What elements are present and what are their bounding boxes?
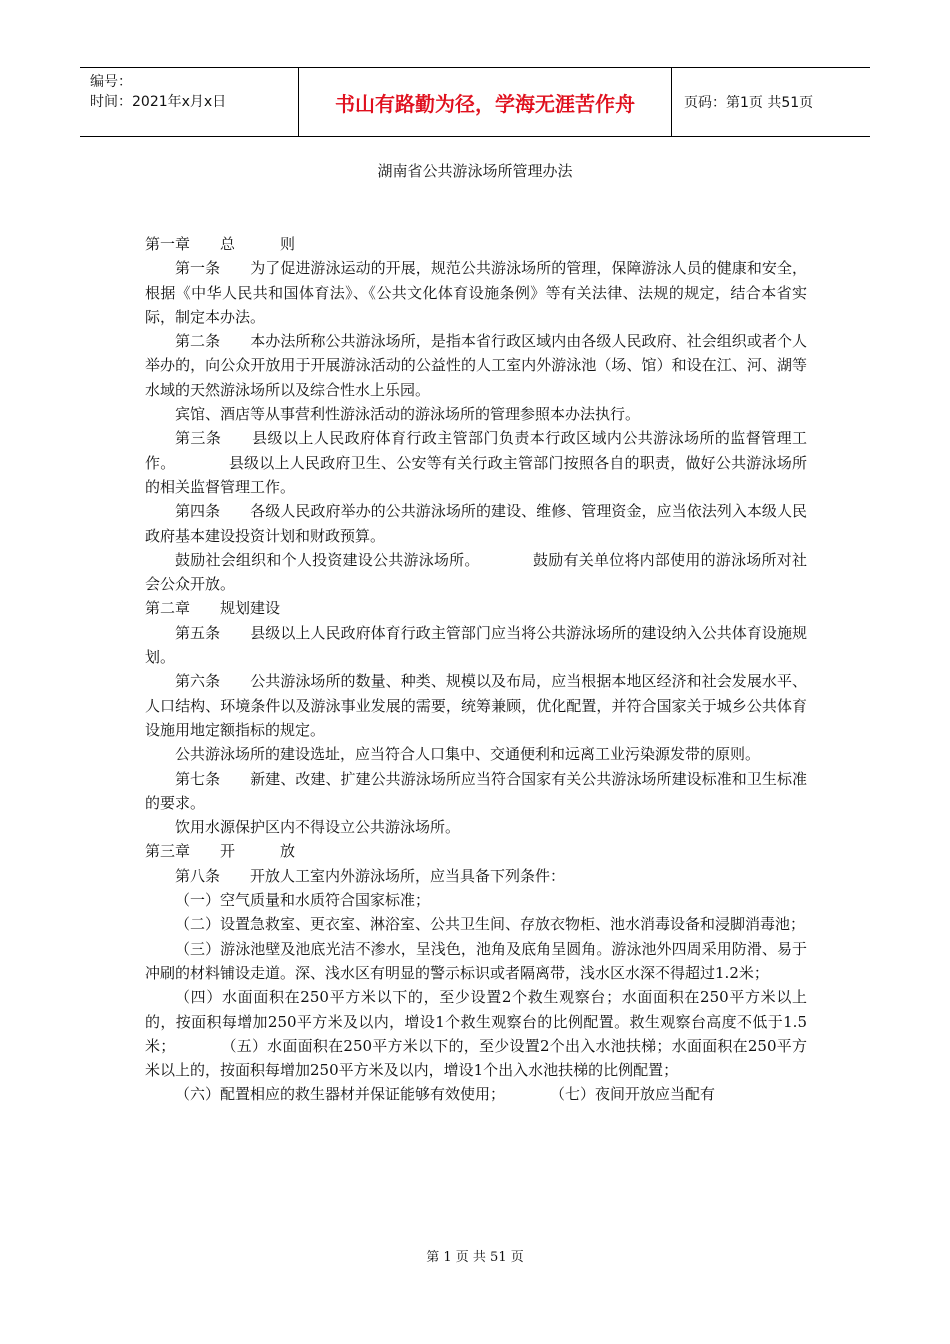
header-page-info: 页码：第1页 共51页 (684, 95, 814, 111)
chapter-heading: 第一章 总 则 (145, 235, 296, 253)
document-body (145, 232, 807, 1107)
article-paragraph: 第四条 各级人民政府举办的公共游泳场所的建设、维修、管理资金，应当依法列入本级人民政府基本建设投资计划和财政预算。 (145, 502, 807, 545)
article-paragraph: 第六条 公共游泳场所的数量、种类、规模以及布局，应当根据本地区经济和社会发展水平、人口结构、环境条件以及游泳事业发展的需要，统筹兼顾，优化配置，并符合国家关于城乡公共体育设施用地定额指标的规定。 (145, 672, 807, 739)
body-paragraph: 公共游泳场所的建设选址，应当符合人口集中、交通便利和远离工业污染源发带的原则。 (175, 745, 761, 764)
page-footer: 第 1 页 共 51 页 (426, 1250, 524, 1265)
date-label: 时间：2021年x月x日 (90, 94, 227, 110)
list-item: （六）配置相应的救生器材并保证能够有效使用； （七）夜间开放应当配有 (175, 1085, 716, 1104)
article-paragraph: 第一条 为了促进游泳运动的开展，规范公共游泳场所的管理，保障游泳人员的健康和安全，根据《中华人民共和国体育法》、《公共文化体育设施条例》等有关法律、法规的规定，结合本省实际，制定本办法。 (145, 259, 807, 326)
header-motto: 书山有路勤为径，学海无涯苦作舟 (299, 68, 672, 136)
article-paragraph: 第五条 县级以上人民政府体育行政主管部门应当将公共游泳场所的建设纳入公共体育设施规划。 (145, 623, 807, 667)
body-paragraph: 鼓励社会组织和个人投资建设公共游泳场所。 鼓励有关单位将内部使用的游泳场所对社会公众开放。 (145, 550, 807, 594)
chapter-heading: 第三章 开 放 (145, 842, 296, 861)
list-item: （三）游泳池壁及池底光洁不渗水，呈浅色，池角及底角呈圆角。游泳池外四周采用防滑、易于冲刷的材料铺设走道。深、浅水区有明显的警示标识或者隔离带，浅水区水深不得超过1.2米； (145, 939, 807, 982)
body-paragraph: 宾馆、酒店等从事营利性游泳活动的游泳场所的管理参照本办法执行。 (175, 405, 641, 424)
chapter-heading: 第二章 规划建设 (145, 599, 281, 618)
article-paragraph: 第八条 开放人工室内外游泳场所，应当具备下列条件： (175, 866, 566, 885)
article-paragraph: 第七条 新建、改建、扩建公共游泳场所应当符合国家有关公共游泳场所建设标准和卫生标准的要求。 (145, 769, 807, 812)
list-item: （一）空气质量和水质符合国家标准； (175, 891, 431, 910)
number-label: 编号： (90, 74, 132, 90)
list-item: （四）水面面积在250平方米以下的，至少设置2个救生观察台；水面面积在250平方米以上的，按面积每增加250平方米及以内，增设1个救生观察台的比例配置。救生观察台高度不低于1.5米； （五）水面面积在250平方米以下的，至少设置2个出入水池扶梯；水面面积在250平方米以上的，按面积每增加250平方米及以内，增设1个出入水池扶梯的比例配置； (145, 988, 807, 1080)
body-paragraph: 饮用水源保护区内不得设立公共游泳场所。 (175, 818, 461, 837)
page-header (80, 67, 870, 137)
list-item: （二）设置急救室、更衣室、淋浴室、公共卫生间、存放衣物柜、池水消毒设备和浸脚消毒池； (175, 915, 806, 934)
document-title: 湖南省公共游泳场所管理办法 (377, 162, 573, 180)
article-paragraph: 第二条 本办法所称公共游泳场所，是指本省行政区域内由各级人民政府、社会组织或者个人举办的，向公众开放用于开展游泳活动的公益性的人工室内外游泳池（场、馆）和设在江、河、湖等水域的天然游泳场所以及综合性水上乐园。 (145, 332, 807, 399)
article-paragraph: 第三条 县级以上人民政府体育行政主管部门负责本行政区域内公共游泳场所的监督管理工作。 县级以上人民政府卫生、公安等有关行政主管部门按照各自的职责，做好公共游泳场所的相关监督管理工作。 (145, 429, 807, 496)
header-meta (80, 68, 299, 136)
